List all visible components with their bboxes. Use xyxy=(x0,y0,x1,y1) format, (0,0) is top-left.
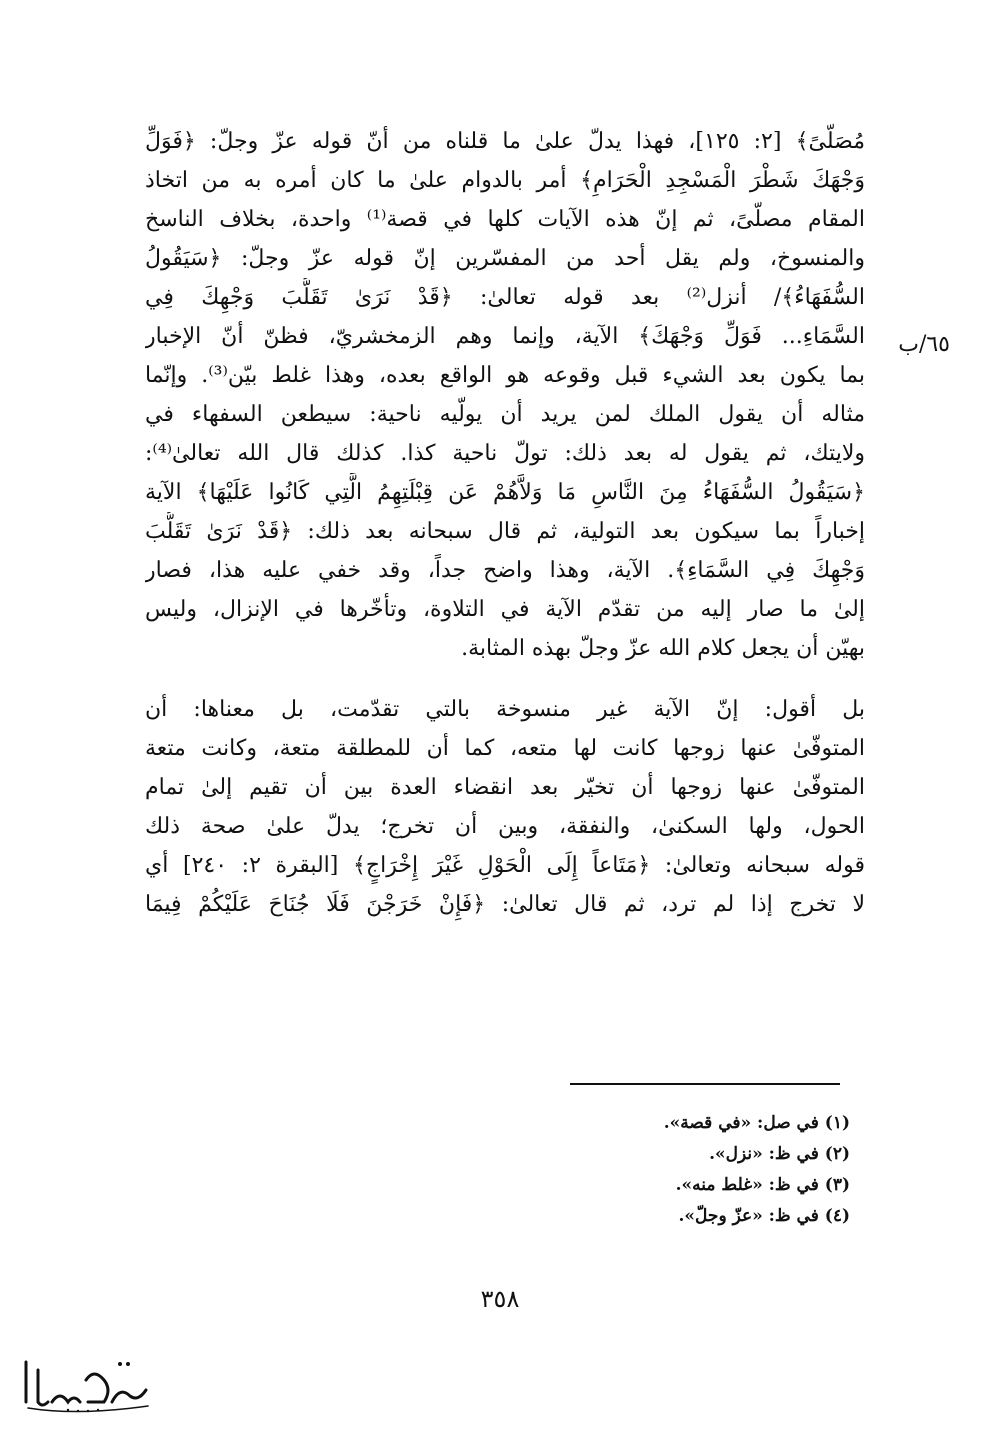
margin-folio-note: ٦٥/ب xyxy=(898,332,950,357)
text-line: لا تخرج إذا لم ترد، ثم قال تعالىٰ: ﴿فَإِنْ خَرَجْنَ فَلَا جُنَاحَ عَلَيْكُمْ فِيمَا xyxy=(145,892,865,917)
text-line: بهيّن أن يجعل كلام الله عزّ وجلّ بهذه المثابة. xyxy=(461,636,865,661)
footnote: (٤) في ظ: «عزّ وجلّ». xyxy=(678,1206,850,1226)
paragraph-1 xyxy=(145,122,865,668)
footnote: (٢) في ظ: «نزل». xyxy=(709,1144,850,1164)
text-line: مثاله أن يقول الملك لمن يريد أن يولّيه ناحية: سيطعن السفهاء في xyxy=(145,402,865,427)
text-line: مُصَلّىً﴾ [٢: ١٢٥]، فهذا يدلّ علىٰ ما قلناه من أنّ قوله عزّ وجلّ: ﴿فَوَلِّ xyxy=(145,129,865,154)
text-line: السُّفَهَاءُ﴾/ أنزل⁽²⁾ بعد قوله تعالىٰ: ﴿قَدْ نَرَىٰ تَقَلُّبَ وَجْهِكَ فِي xyxy=(145,285,865,310)
text-line: وَجْهَكَ شَطْرَ الْمَسْجِدِ الْحَرَامِ﴾ أمر بالدوام علىٰ ما كان أمره به من اتخاذ xyxy=(145,168,865,193)
text-line: والمنسوخ، ولم يقل أحد من المفسّرين إنّ قوله عزّ وجلّ: ﴿سَيَقُولُ xyxy=(145,246,865,271)
page-number: ٣٥٨ xyxy=(480,1285,520,1313)
text-line: ولايتك، ثم يقول له بعد ذلك: تولّ ناحية كذا. كذلك قال الله تعالىٰ⁽⁴⁾: xyxy=(145,441,865,466)
text-line: ﴿سَيَقُولُ السُّفَهَاءُ مِنَ النَّاسِ مَا وَلاَّهُمْ عَن قِبْلَتِهِمُ الَّتِي كَانُوا عَلَيْهَا﴾ الآية xyxy=(145,480,865,505)
text-line: المتوفّىٰ عنها زوجها أن تخيّر بعد انقضاء العدة بين أن تقيم إلىٰ تمام xyxy=(145,775,865,800)
text-line: السَّمَاءِ... فَوَلِّ وَجْهَكَ﴾ الآية، وإنما وهم الزمخشريّ، فظنّ أنّ الإخبار xyxy=(145,324,865,349)
paragraph-2 xyxy=(145,690,865,924)
main-text xyxy=(145,122,865,924)
text-line: بما يكون بعد الشيء قبل وقوعه هو الواقع بعده، وهذا غلط بيّن⁽³⁾. وإنّما xyxy=(145,363,865,388)
text-line: وَجْهِكَ فِي السَّمَاءِ﴾. الآية، وهذا واضح جداً، وقد خفي عليه هذا، فصار xyxy=(145,558,865,583)
text-line: قوله سبحانه وتعالىٰ: ﴿مَتَاعاً إِلَى الْحَوْلِ غَيْرَ إِخْرَاجٍ﴾ [البقرة ٢: ٢٤٠] أي xyxy=(145,853,865,878)
paragraph-gap xyxy=(145,668,865,690)
footnote: (٣) في ظ: «غلط منه». xyxy=(675,1175,850,1195)
footnote: (١) في صل: «في قصة». xyxy=(663,1113,850,1133)
footnotes xyxy=(560,1108,850,1232)
text-line: المقام مصلّىً، ثم إنّ هذه الآيات كلها في قصة⁽¹⁾ واحدة، بخلاف الناسخ xyxy=(145,207,865,232)
text-line: إلىٰ ما صار إليه من تقدّم الآية في التلاوة، وتأخّرها في الإنزال، وليس xyxy=(145,597,865,622)
calligraphy-logo xyxy=(8,1350,158,1420)
text-line: بل أقول: إنّ الآية غير منسوخة بالتي تقدّمت، بل معناها: أن xyxy=(145,697,865,722)
text-line: إخباراً بما سيكون بعد التولية، ثم قال سبحانه بعد ذلك: ﴿قَدْ نَرَىٰ تَقَلُّبَ xyxy=(145,519,865,544)
text-line: الحول، ولها السكنىٰ، والنفقة، وبين أن تخرج؛ يدلّ علىٰ صحة ذلك xyxy=(145,814,865,839)
footnote-divider xyxy=(570,1083,840,1085)
text-line: المتوفّىٰ عنها زوجها كانت لها متعه، كما أن للمطلقة متعة، وكانت متعة xyxy=(145,736,865,761)
